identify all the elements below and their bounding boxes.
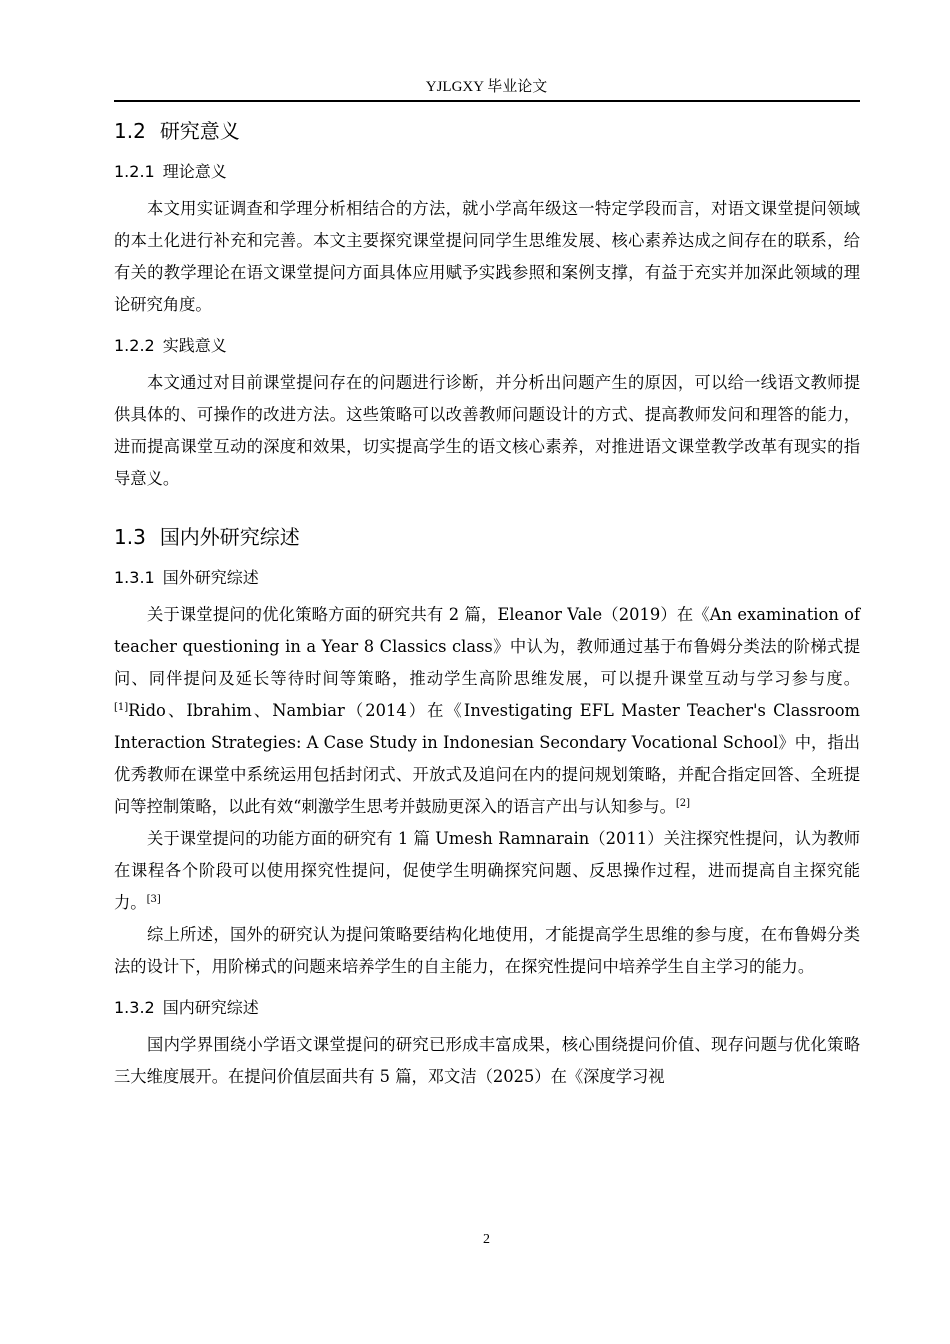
page-header: YJLGXY 毕业论文 bbox=[425, 79, 548, 95]
section-number: 1.2 bbox=[114, 119, 146, 143]
citation-ref-1: [1] bbox=[114, 702, 129, 713]
citation-ref-2: [2] bbox=[675, 798, 691, 809]
subsection-number: 1.3.2 bbox=[114, 998, 155, 1017]
subsection-title: 国内研究综述 bbox=[162, 998, 259, 1017]
page-number: 2 bbox=[483, 1232, 490, 1247]
subsection-heading-1-2-1 bbox=[114, 159, 860, 185]
paragraph-foreign-review-strategies bbox=[114, 599, 860, 823]
paragraph-text: 关于课堂提问的功能方面的研究有 1 篇 Umesh Ramnarain（2011）关注探究性提问，认为教师在课程各个阶段可以使用探究性提问，促使学生明确探究问题、反思操作过程，进而提高自主探究能力。 bbox=[114, 829, 860, 912]
paragraph-text: Rido、Ibrahim、Nambiar（2014）在《Investigating EFL Master Teacher's Classroom Interaction Strategies: A Case Study in Indonesian Secondary Vocational School》中，指出优秀教师在课堂中系统运用包括封闭式、开放式及追问在内的提问规划策略，并配合指定回答、全班提问等控制策略，以此有效“刺激学生思考并鼓励更深入的语言产出与认知参与。 bbox=[114, 701, 860, 816]
subsection-number: 1.2.1 bbox=[114, 162, 155, 181]
page-content bbox=[114, 113, 860, 1093]
subsection-heading-1-3-2 bbox=[114, 995, 860, 1021]
citation-ref-3: [3] bbox=[146, 894, 161, 905]
subsection-title: 理论意义 bbox=[162, 162, 227, 181]
spacer bbox=[114, 495, 860, 519]
section-title: 研究意义 bbox=[159, 119, 240, 143]
paragraph-practical-significance: 本文通过对目前课堂提问存在的问题进行诊断，并分析出问题产生的原因，可以给一线语文教师提供具体的、可操作的改进方法。这些策略可以改善教师问题设计的方式、提高教师发问和理答的能力，进而提高课堂互动的深度和效果，切实提高学生的语文核心素养，对推进语文课堂教学改革有现实的指导意义。 bbox=[114, 373, 860, 488]
paragraph-domestic-review: 国内学界围绕小学语文课堂提问的研究已形成丰富成果，核心围绕提问价值、现存问题与优化策略三大维度展开。在提问价值层面共有 5 篇，邓文洁（2025）在《深度学习视 bbox=[114, 1035, 860, 1086]
subsection-number: 1.2.2 bbox=[114, 336, 155, 355]
section-heading-1-3 bbox=[114, 519, 860, 555]
spacer bbox=[114, 321, 860, 333]
subsection-number: 1.3.1 bbox=[114, 568, 155, 587]
section-title: 国内外研究综述 bbox=[159, 525, 300, 549]
subsection-heading-1-3-1 bbox=[114, 565, 860, 591]
subsection-title: 实践意义 bbox=[162, 336, 227, 355]
paragraph-foreign-review-functions bbox=[114, 823, 860, 919]
subsection-heading-1-2-2 bbox=[114, 333, 860, 359]
spacer bbox=[114, 983, 860, 995]
subsection-title: 国外研究综述 bbox=[162, 568, 259, 587]
paragraph-foreign-review-summary: 综上所述，国外的研究认为提问策略要结构化地使用，才能提高学生思维的参与度，在布鲁姆分类法的设计下，用阶梯式的问题来培养学生的自主能力，在探究性提问中培养学生自主学习的能力。 bbox=[114, 925, 860, 976]
paragraph-text: 关于课堂提问的优化策略方面的研究共有 2 篇，Eleanor Vale（2019）在《An examination of teacher questioning in a Year 8 Classics class》中认为，教师通过基于布鲁姆分类法的阶梯式提问、同伴提问及延长等待时间等策略，推动学生高阶思维发展，可以提升课堂互动与学习参与度。 bbox=[114, 605, 860, 688]
paragraph-theoretical-significance: 本文用实证调查和学理分析相结合的方法，就小学高年级这一特定学段而言，对语文课堂提问领域的本土化进行补充和完善。本文主要探究课堂提问同学生思维发展、核心素养达成之间存在的联系，给有关的教学理论在语文课堂提问方面具体应用赋予实践参照和案例支撑，有益于充实并加深此领域的理论研究角度。 bbox=[114, 199, 860, 314]
header-rule bbox=[114, 100, 860, 102]
section-heading-1-2 bbox=[114, 113, 860, 149]
section-number: 1.3 bbox=[114, 525, 146, 549]
